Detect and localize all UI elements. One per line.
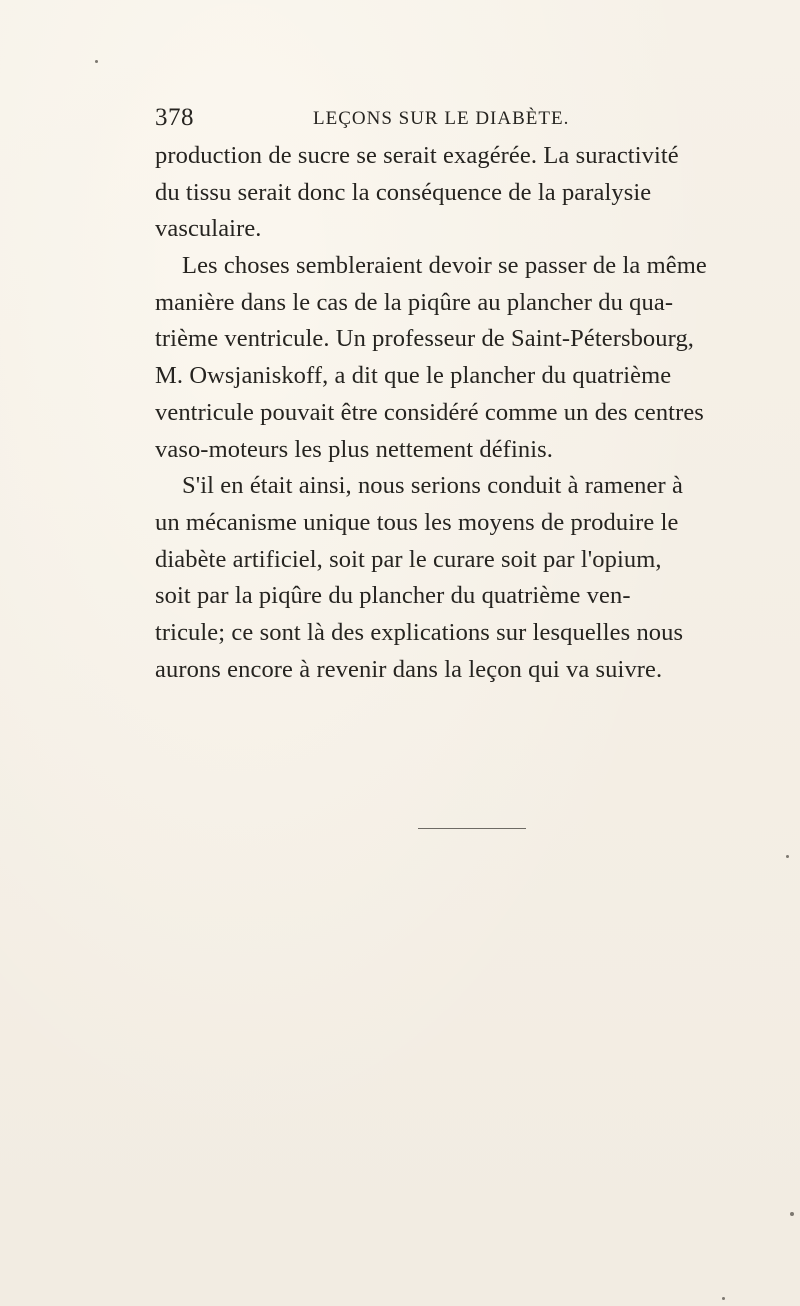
running-head (155, 104, 600, 134)
text-line: S'il en était ainsi, nous serions conduit à ramener à (182, 472, 683, 500)
page-number: 378 (155, 104, 194, 131)
paper-speck (95, 60, 98, 63)
paper-speck (790, 1212, 794, 1216)
running-title: LEÇONS SUR LE DIABÈTE. (313, 108, 570, 129)
text-line: diabète artificiel, soit par le curare soit par l'opium, (155, 545, 662, 573)
end-rule (418, 828, 526, 829)
paper-speck (786, 855, 789, 858)
text-line: Les choses sembleraient devoir se passer de la même (182, 252, 707, 280)
text-line: du tissu serait donc la conséquence de la paralysie (155, 178, 652, 206)
text-line: tricule; ce sont là des explications sur lesquelles nous (155, 618, 684, 646)
text-line: vaso-moteurs les plus nettement définis. (155, 435, 553, 463)
body-text (155, 138, 707, 688)
text-line: production de sucre se serait exagérée. La suractivité (155, 142, 679, 169)
text-line: soit par la piqûre du plancher du quatrième ven- (155, 582, 631, 610)
text-line: un mécanisme unique tous les moyens de produire le (155, 508, 679, 536)
text-line: M. Owsjaniskoff, a dit que le plancher du quatrième (155, 362, 672, 390)
text-line: ventricule pouvait être considéré comme un des centres (155, 398, 704, 426)
paper-speck (722, 1297, 725, 1300)
text-line: aurons encore à revenir dans la leçon qui va suivre. (155, 655, 663, 683)
text-line: manière dans le cas de la piqûre au plancher du qua- (155, 288, 674, 316)
text-line: trième ventricule. Un professeur de Saint-Pétersbourg, (155, 325, 695, 353)
text-line: vasculaire. (155, 215, 262, 243)
